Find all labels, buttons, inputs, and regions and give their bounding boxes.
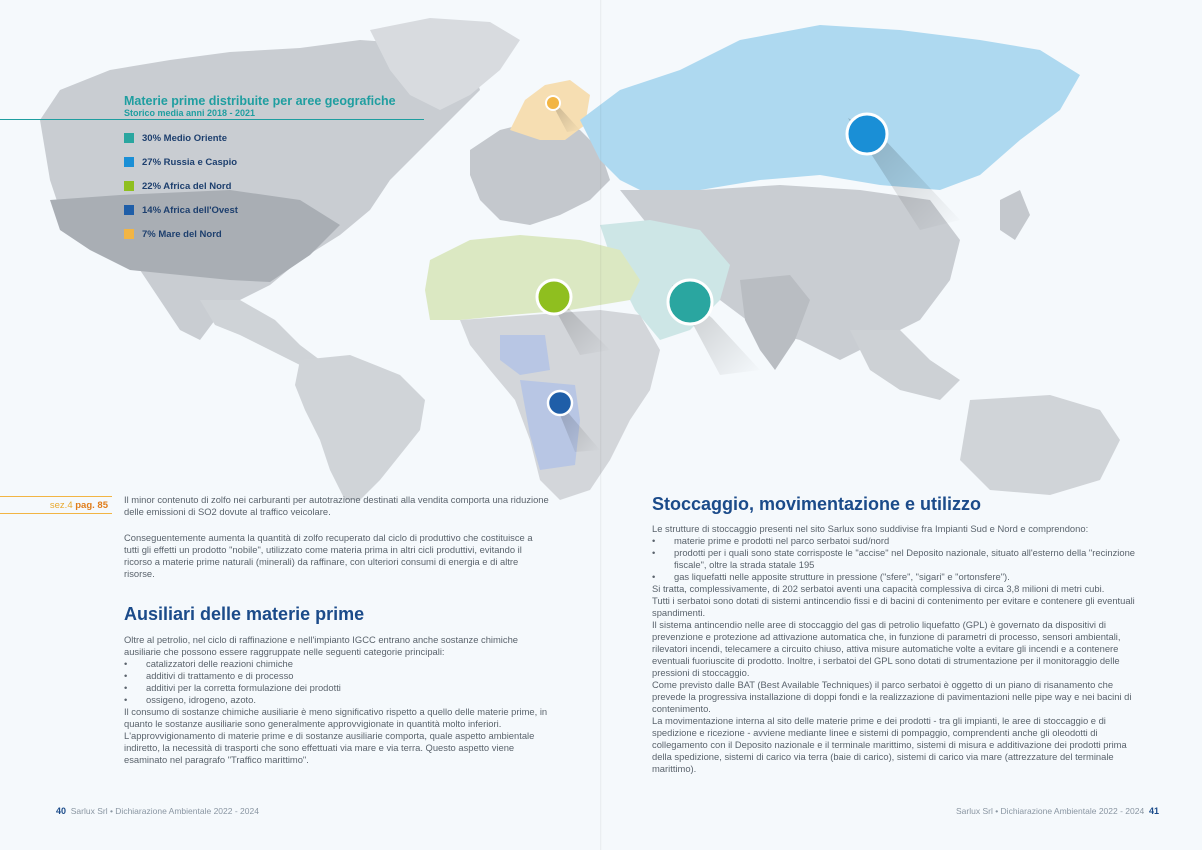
marker-russia [847, 114, 887, 154]
page-gutter [600, 0, 602, 850]
legend-label: 30% Medio Oriente [142, 132, 227, 144]
legend-item-africa-ovest [124, 204, 424, 216]
north-africa-landmass [425, 235, 640, 320]
list-item: • prodotti per i quali sono state corrisposte le "accise" nel Deposito nazionale, situato all'esterno della "recinzione fiscale", oltre la strada statale 195 [674, 547, 1146, 571]
stoccaggio-body [652, 523, 1146, 775]
australia-landmass [960, 395, 1120, 495]
section-ref-page: pag. 85 [75, 500, 108, 511]
central-america-landmass [200, 300, 320, 365]
ausiliari-paragraph-2: Il consumo di sostanze chimiche ausiliarie è meno significativo rispetto a quello delle materie prime, in quanto le sostanze ausiliarie sono generalmente approvvigionate in quantità molto inferiori. [124, 706, 548, 729]
marker-west-africa [548, 391, 572, 415]
marker-north-sea [546, 96, 560, 110]
legend-swatch [124, 181, 134, 191]
list-item: • gas liquefatti nelle apposite strutture in pressione ("sfere", "sigari" e "ortonsfere"). [674, 571, 1146, 583]
page-number-right: 41 [1148, 806, 1159, 816]
marker-north-africa [537, 280, 571, 314]
legend-subtitle: Storico media anni 2018 - 2021 [0, 108, 424, 120]
legend-label: 14% Africa dell'Ovest [142, 204, 238, 216]
stoccaggio-bullet-list [652, 535, 1146, 583]
japan-landmass [1000, 190, 1030, 240]
footer-left [56, 806, 259, 816]
legend-swatch [124, 229, 134, 239]
intro-paragraph-1: Il minor contenuto di zolfo nei carburanti per autotrazione destinati alla vendita comporta una riduzione delle emissioni di SO2 dovute al traffico veicolare. [124, 494, 549, 517]
legend-label: 7% Mare del Nord [142, 228, 222, 240]
heading-stoccaggio: Stoccaggio, movimentazione e utilizzo [652, 494, 982, 514]
legend-title: Materie prime distribuite per aree geografiche [124, 94, 396, 108]
legend-item-mare-nord [124, 228, 424, 240]
list-item: • ossigeno, idrogeno, azoto. [146, 694, 550, 706]
legend-item-africa-nord [124, 180, 424, 192]
map-legend [124, 94, 424, 240]
list-item: • materie prime e prodotti nel parco serbatoi sud/nord [674, 535, 1146, 547]
stoccaggio-intro: Le strutture di stoccaggio presenti nel sito Sarlux sono suddivise fra Impianti Sud e Nord e comprendono: [652, 523, 1089, 534]
section-reference-link[interactable] [0, 496, 112, 514]
legend-item-medio-oriente [124, 132, 424, 144]
footer-right [956, 806, 1159, 816]
legend-swatch [124, 205, 134, 215]
section-ref-prefix: sez.4 [49, 500, 73, 511]
marker-middle-east [668, 280, 712, 324]
stoccaggio-paragraph-5: Come previsto dalle BAT (Best Available Techniques) il parco serbatoi è oggetto di un piano di risanamento che prevede la progressiva installazione di doppi fondi e la realizzazione di pavimentazioni nelle pipe way e nei bacini di contenimento. [652, 679, 1132, 714]
legend-swatch [124, 157, 134, 167]
russia-landmass [580, 25, 1080, 195]
list-item: • catalizzatori delle reazioni chimiche [146, 658, 550, 670]
india-landmass [740, 275, 810, 370]
stoccaggio-paragraph-4: Il sistema antincendio nelle aree di stoccaggio del gas di petrolio liquefatto (GPL) è governato da dispositivi di prevenzione e protezione ad attivazione automatica che, in funzione di parametri di processo, sensori ambientali, rilevatori incendi, telecamere a circuito chiuso, attiva misure automatiche volte a evitare gli incendi e a contenere eventuali fuoriuscite di prodotto. Inoltre, i serbatoi del GPL sono dotati di strumentazione per il monitoraggio delle pressioni di stoccaggio. [652, 619, 1121, 678]
page-number-left: 40 [56, 806, 67, 816]
southeast-asia-landmass [850, 330, 960, 400]
footer-left-text: Sarlux Srl • Dichiarazione Ambientale 2022 - 2024 [70, 806, 259, 816]
list-item: • additivi per la corretta formulazione dei prodotti [146, 682, 550, 694]
ausiliari-paragraph-3: L'approvvigionamento di materie prime e di sostanze ausiliarie comporta, quale aspetto ambientale indiretto, la necessità di trasporti che sono effettuati via mare e via terra. Questo aspetto viene esaminato nel paragrafo "Traffico marittimo". [124, 730, 535, 765]
list-item: • additivi di trattamento e di processo [146, 670, 550, 682]
stoccaggio-paragraph-6: La movimentazione interna al sito delle materie prime e dei prodotti - tra gli impianti, le aree di stoccaggio e di spedizione e ricezione - avviene mediante linee e sistemi di pompaggio, comprendenti anche gli oleodotti di collegamento con il Deposito nazionale e il terminale marittimo, sistemi di misura e additivazione dei prodotti prima della spedizione, sistemi di carico via terra (baie di carico), sistemi di carico via mare (attrezzature del terminale marittimo). [652, 715, 1127, 774]
intro-paragraph-2: Conseguentemente aumenta la quantità di zolfo recuperato dal ciclo di produttivo che costituisce a tutti gli effetti un prodotto "nobile", utilizzato come materia prima in altri cicli produttivi, evitando il ricorso a materie prime naturali (minerali) da raffinare, con ulteriori consumi di energia e di altre risorse. [124, 532, 533, 579]
legend-label: 27% Russia e Caspio [142, 156, 238, 168]
stoccaggio-paragraph-2: Si tratta, complessivamente, di 202 serbatoi aventi una capacità complessiva di circa 3,8 milioni di metri cubi. [652, 583, 1105, 594]
legend-label: 22% Africa del Nord [142, 180, 232, 192]
ausiliari-intro: Oltre al petrolio, nel ciclo di raffinazione e nell'impianto IGCC entrano anche sostanze chimiche ausiliarie che possono essere raggruppate nelle seguenti categorie principali: [124, 634, 519, 657]
stoccaggio-paragraph-3: Tutti i serbatoi sono dotati di sistemi antincendio fissi e di bacini di contenimento per evitare e contenere gli eventuali spandimenti. [652, 595, 1135, 618]
ausiliari-bullet-list [124, 658, 550, 706]
footer-right-text: Sarlux Srl • Dichiarazione Ambientale 2022 - 2024 [956, 806, 1145, 816]
ausiliari-body-1 [124, 634, 550, 766]
legend-swatch [124, 133, 134, 143]
heading-ausiliari: Ausiliari delle materie prime [124, 604, 365, 624]
legend-item-russia [124, 156, 424, 168]
south-america-landmass [295, 355, 425, 500]
